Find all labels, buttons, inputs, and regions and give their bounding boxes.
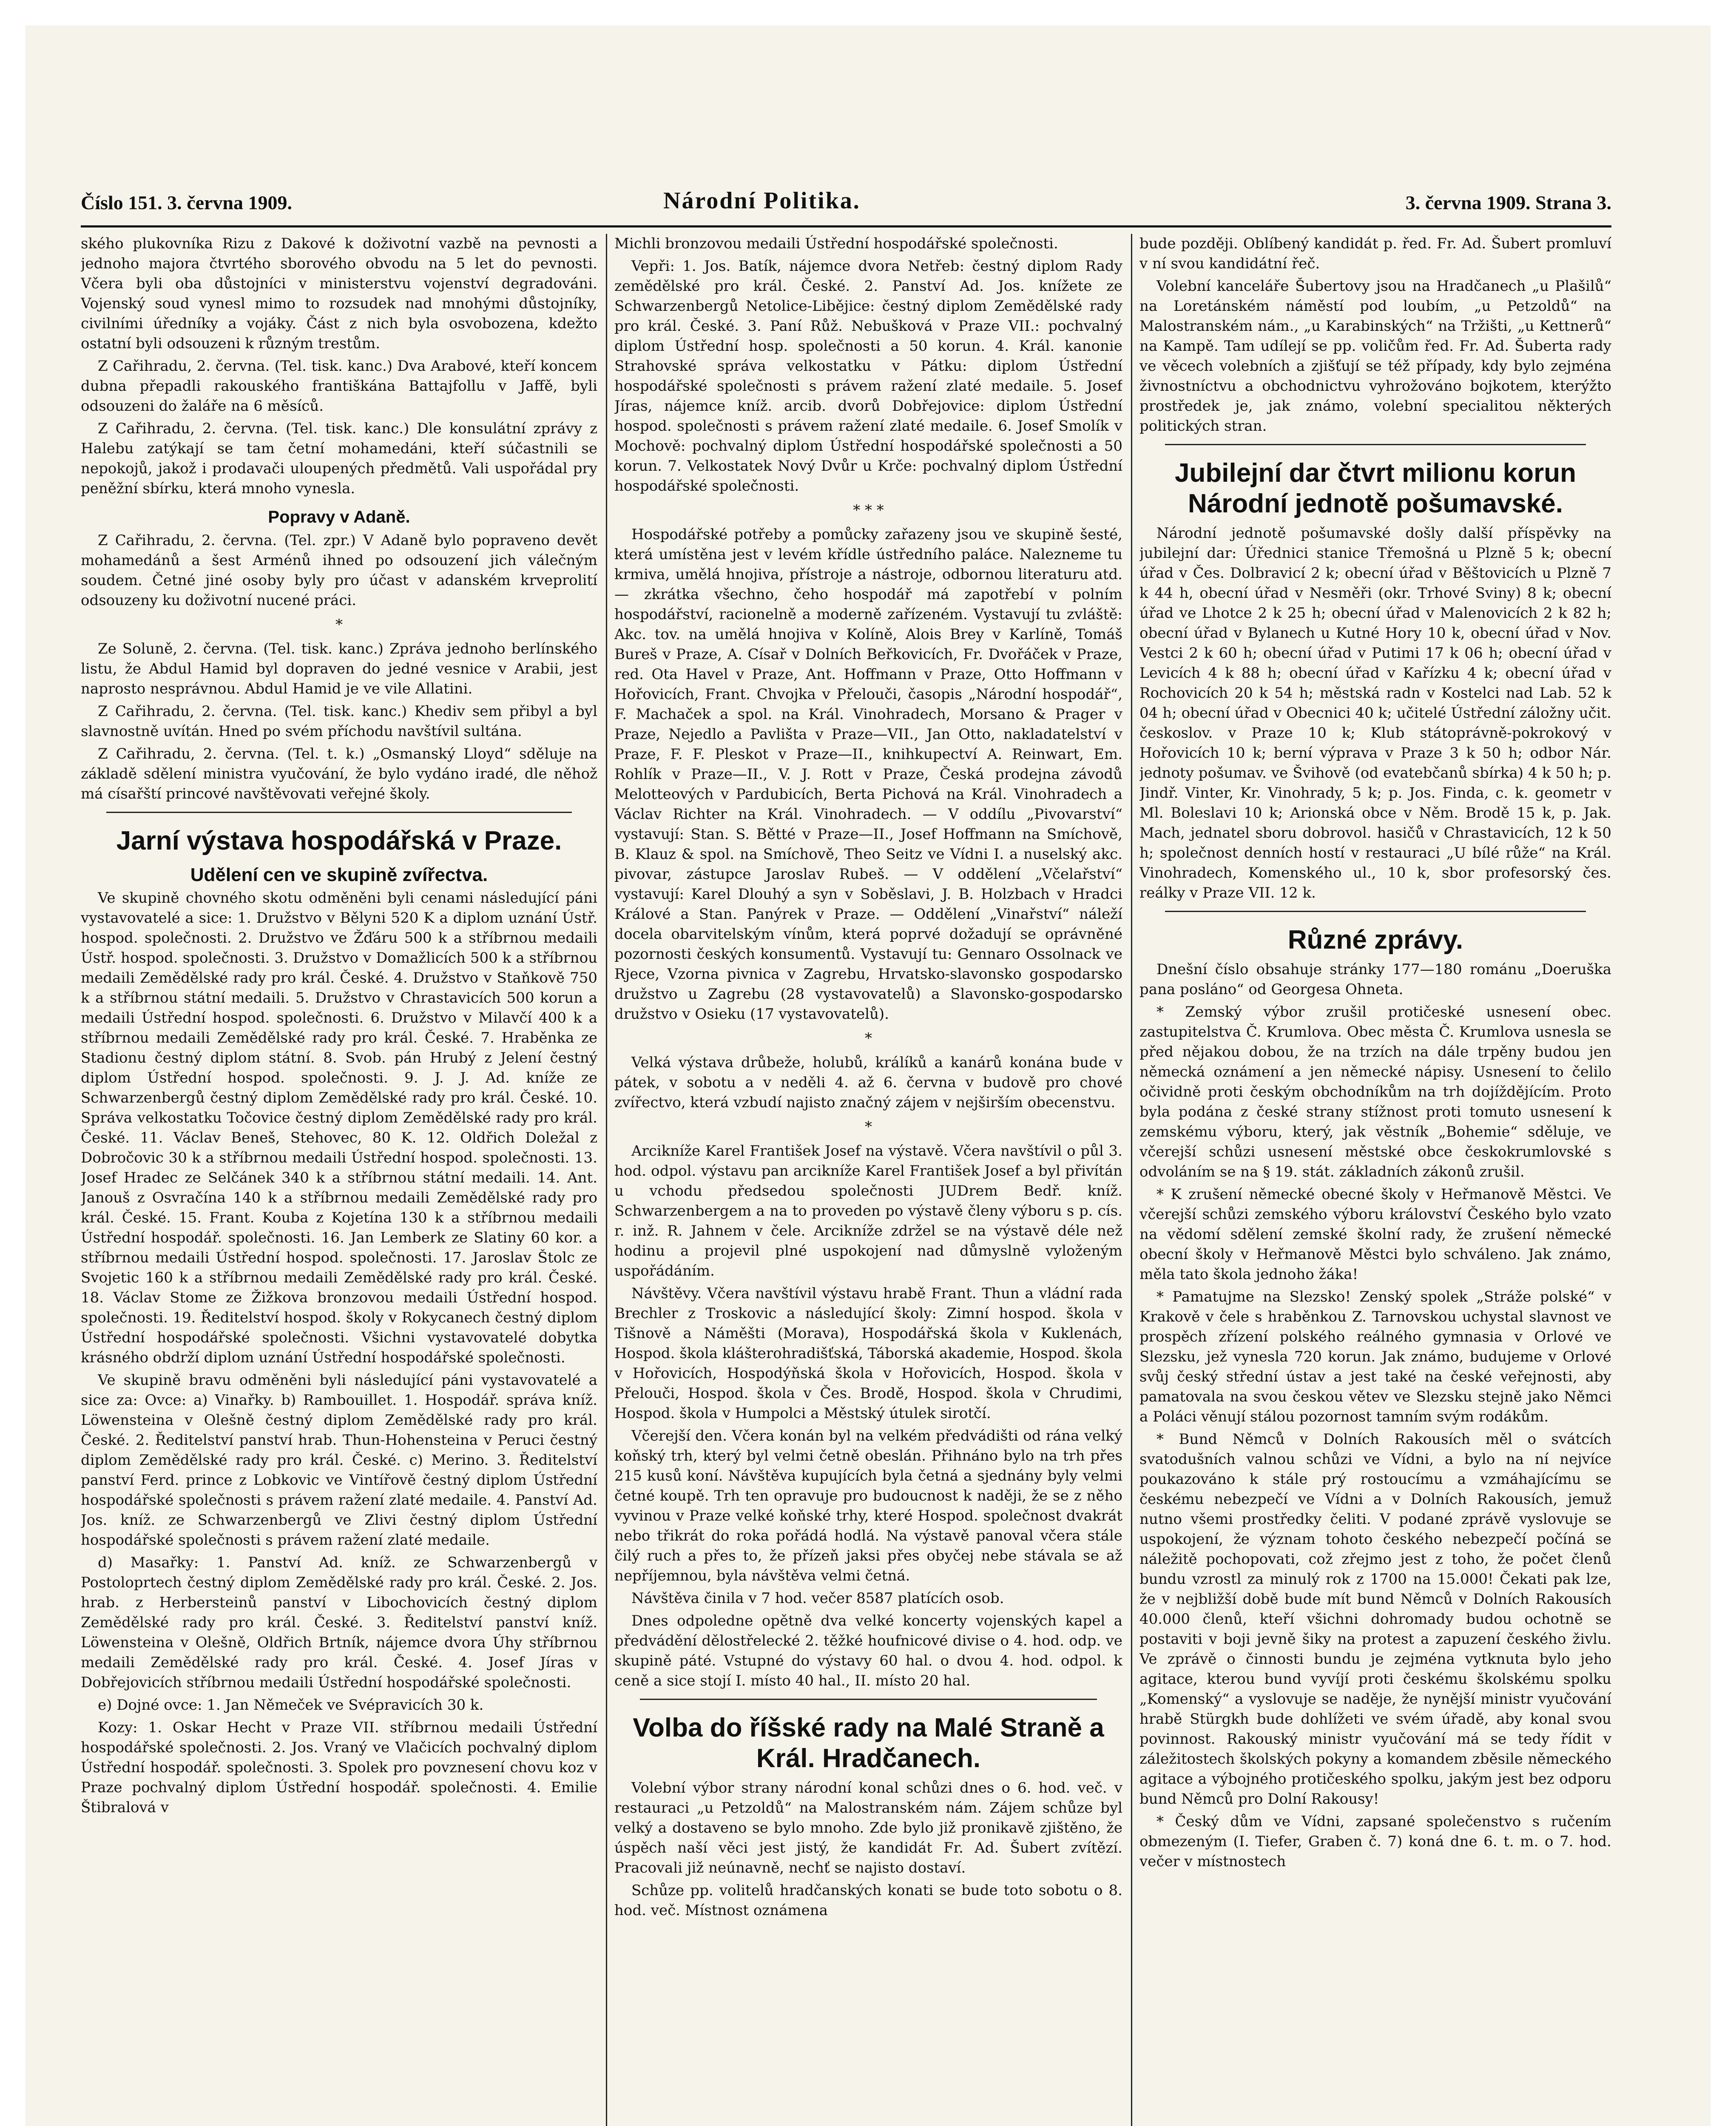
paragraph: * Zemský výbor zrušil protičeské usnesení obec. zastupitelstva Č. Krumlova. Obec města Č. Krumlova usnesla se před nějakou dobou, že na trzích na dále trpěny budou jen německá oznámení a jen německé nápisy. Usnesení to čelilo očividně proti českým obchodníkům na trh dojíždějícím. Proto byla podána z české strany stížnost proti tomuto usnesení k zemskému výboru, který, jak věstník „Bohemie“ sděluje, ve včerejší schůzi usnesení městské obce českokrumlovské s odvoláním se na § 19. stát. základních zákonů zrušil. xyxy=(1139,1003,1611,1180)
article-title: Jarní výstava hospodářská v Praze. xyxy=(116,826,562,856)
paragraph: Z Cařihradu, 2. června. (Tel. tisk. kanc.) Dle konsulátní zprávy z Halebu zatýkají se tam četní mohamedáni, kteří súčastnili se nepokojů, jakož i prodavači uloupených předmětů. Vali uspořádal pry peněžní sbírku, která mnoho vynesla. xyxy=(81,420,597,497)
paragraph: Volební výbor strany národní konal schůzi dnes o 6. hod. več. v restauraci „u Petzoldů“ na Malostranském nám. Zájem schůze byl velký a dostaveno se bylo mnoho. Zde bylo již pronikavě zjištěno, že úspěch naší věci jest jistý, že kandidát Fr. Ad. Šubert zvítězí. Pracovali již neúnavně, nechť se najisto dostaví. xyxy=(614,1779,1122,1876)
section-separator: * xyxy=(335,616,343,633)
page-number: 3. června 1909. Strana 3. xyxy=(1405,192,1611,213)
section-separator: * xyxy=(865,1118,872,1135)
column-2 xyxy=(614,234,1122,2126)
paragraph: * Český dům ve Vídni, zapsané společenstvo s ručením obmezeným (I. Tiefer, Graben č. 7) koná dne 6. t. m. o 7. hod. večer v místnostech xyxy=(1139,1813,1611,1870)
paragraph: Vepři: 1. Jos. Batík, nájemce dvora Netřeb: čestný diplom Rady zemědělské pro král. České. 2. Panství Ad. Jos. knížete ze Schwarzenbergů Netolice-Libějice: čestný diplom Zemědělské rady pro král. České. 3. Paní Růž. Nebušková v Praze VII.: pochvalný diplom Ústřední hosp. společnosti a 50 korun. 4. Král. kanonie Strahovské správa velkostatku v Pátku: diplom Ústřední hospodářské společnosti s právem ražení zlaté medaile. 5. Josef Jíras, nájemce kníž. arcib. dvorů Dobřejovice: diplom Ústřední hospod. společnosti s právem ražení zlaté medaile. 6. Josef Smolík v Mochově: pochvalný diplom Ústřední hospodářské společnosti a 50 korun. 7. Velkostatek Nový Dvůr u Krče: pochvalný diplom Ústřední hospodářské společnosti. xyxy=(614,258,1122,495)
paragraph: Ve skupině chovného skotu odměněni byli cenami následující páni vystavovatelé a sice: 1. Družstvo v Bělyni 520 K a diplom uznání Ústř. hospod. společnosti. 2. Družstvo ve Žďáru 500 k a stříbrnou medaili Ústř. hospod. společnosti. 3. Družstvo v Domažlicích 500 k a stříbrnou medaili Zemědělské rady pro král. České. 4. Družstvo v Staňkově 750 k a stříbrnou státní medaili. 5. Družstvo v Chrastavicích 500 korun a medaili Ústřední hospod. společnosti. 6. Družstvo v Milavčí 400 k a stříbrnou medaili Zemědělské rady pro král. České. 7. Hraběnka ze Stadionu čestný diplom státní. 8. Svob. pán Hrubý z Jelení čestný diplom Ústřední hospod. společnosti. 9. J. J. Ad. kníže ze Schwarzenbergů čestný diplom Zemědělské rady pro král. České. 10. Správa velkostatku Točovice čestný diplom Zemědělské rady pro král. České. 11. Václav Beneš, Stehovec, 80 K. 12. Oldřich Doležal z Dobročovic 30 k a stříbrnou medaili Ústřední hospod. společnosti. 13. Josef Hradec ze Selčánek 340 k a stříbrnou státní medaili. 14. Ant. Janouš z Osvračína 140 k a stříbrnou medaili Zemědělské rady pro král. České. 15. Frant. Kouba z Kojetína 130 k a stříbrnou medaili Ústřední hospodář. společnosti. 16. Jan Lemberk ze Slatiny 60 kor. a stříbrnou medaili Ústřední hospod. společnosti. 17. Jaroslav Štolc ze Svojetic 160 k a stříbrnou medaili Zemědělské rady pro král. České. 18. Václav Stome ze Žižkova bronzovou medaili Ústřední hospod. společnosti. 19. Ředitelství hospod. školy v Rokycanech čestný diplom Ústřední hospodářské společnosti. Všichni vystavovatelé dobytka krásného obdrží diplom uznání Ústřední hospodářské společnosti. xyxy=(81,890,597,1366)
paragraph: * K zrušení německé obecné školy v Heřmanově Městci. Ve včerejší schůzi zemského výboru království Českého bylo vzato na vědomí sdělení zemské školní rady, že zrušení německé obecní školy v Heřmanově Městci bylo schváleno. Jak známo, měla tato škola jednoho žáka! xyxy=(1139,1186,1611,1283)
paragraph: ského plukovníka Rizu z Dakové k doživotní vazbě na pevnosti a jednoho majora čtvrtého sborového obvodu na 5 let do pevnosti. Včera byli oba důstojníci v ministerstvu vojenství degradováni. Vojenský soud vynesl mimo to rozsudek nad mnohými důstojníky, civilními úředníky a vojáky. Část z nich byla osvobozena, kdežto ostatní byli odsouzeni k různým trestům. xyxy=(81,235,597,352)
article-title: Různé zprávy. xyxy=(1287,925,1463,955)
paragraph: Arcikníže Karel František Josef na výstavě. Včera navštívil o půl 3. hod. odpol. výstavu pan arcikníže Karel František Josef a byl přivítán u vchodu předsedou společnosti JUDrem Bedř. kníž. Schwarzenbergem a na to proveden po výstavě členy výboru s p. cís. r. inž. R. Jahnem v čele. Arcikníže zdržel se na výstavě déle než hodinu a projevil plné uspokojení nad důmyslně vyloženým uspořádáním. xyxy=(614,1143,1122,1279)
issue-number: Číslo 151. 3. června 1909. xyxy=(81,192,293,213)
article-title: Volba do říšské rady na Malé Straně a Král. Hradčanech. xyxy=(633,1713,1104,1773)
column-1 xyxy=(81,234,597,2126)
paragraph: Návštěva činila v 7 hod. večer 8587 platících osob. xyxy=(631,1590,1004,1607)
paragraph: * Pamatujme na Slezsko! Zenský spolek „Stráže polské“ v Krakově v čele s hraběnkou Z. Tarnovskou uchystal slavnost ve prospěch zřízení polského reálného gymnasia v Orlové ve Slezsku, jež vynesla 720 korun. Jak známo, budujeme v Orlové svůj český střední ústav a jest také na české veřejnosti, aby pamatovala na svou českou větev ve Slezsku stejně jako Němci a Poláci věnují stálou pozornost tamním svým rodákům. xyxy=(1139,1288,1611,1425)
paragraph: bude později. Oblíbený kandidát p. řed. Fr. Ad. Šubert promluví v ní svou kandidátní řeč. xyxy=(1139,235,1611,272)
paragraph: Ze Soluně, 2. června. (Tel. tisk. kanc.) Zpráva jednoho berlínského listu, že Abdul Hamid byl dopraven do jedné vesnice v Arabii, jest naprosto nesprávnou. Abdul Hamid je ve vile Allatini. xyxy=(81,640,597,697)
paragraph: Hospodářské potřeby a pomůcky zařazeny jsou ve skupině šesté, která umístěna jest v levém křídle ústředního paláce. Nalezneme tu krmiva, umělá hnojiva, přístroje a nástroje, odbornou literaturu atd. — zkrátka všechno, čeho hospodář má zapotřebí v polním hospodářství, racionelně a moderně zařízeném. Vystavují tu zvláště: Akc. tov. na umělá hnojiva v Kolíně, Alois Brey v Karlíně, Tomáš Bureš v Praze, A. Císař v Dolních Beřkovicích, Fr. Dvořáček v Praze, red. Ota Havel v Praze, Ant. Hoffmann v Praze, Otto Hoffmann v Hořovicích, Frant. Chvojka v Přelouči, časopis „Národní hospodář“, F. Machaček a spol. na Král. Vinohradech, Morsano & Prager v Praze, Nejedlo a Pavlišta v Praze—VII., Jan Otto, nakladatelství v Praze, F. F. Pleskot v Praze—II., knihkupectví A. Reinwart, Em. Rohlík v Praze—II., V. J. Rott v Praze, Česká prodejna závodů Melotteových v Pardubicích, Berta Pichová na Král. Vinohradech a Václav Richter na Král. Vinohradech. — V oddílu „Pivovarství“ vystavují: Stan. S. Bětté v Praze—II., Josef Hoffmann na Smíchově, B. Klauz & spol. na Smíchově, Theo Seitz ve Vídni I. a nuselský akc. pivovar, zástupce Jaroslav Rubeš. — V oddělení „Včelařství“ vystavují: Karel Dlouhý a syn v Soběslavi, J. B. Holzbach v Hradci Králové a Stan. Panýrek v Praze. — Oddělení „Vinařství“ náleží docela obarvitelským vínům, která poprvé dožadují se oprávněné pozornosti českých konsumentů. Vystavují tu: Gennaro Ossolnack ve Rjece, Vzorna pivnica v Zagrebu, Hrvatsko-slavonsko gospodarsko družstvo u Zagrebu (28 vystavovatelů) a Slavonsko-gospodarsko družstvo v Osieku (17 vystavovatelů). xyxy=(614,526,1122,1023)
article-subtitle: Udělení cen ve skupině zvířectva. xyxy=(190,864,488,885)
paragraph: d) Masařky: 1. Panství Ad. kníž. ze Schwarzenbergů v Postoloprtech čestný diplom Zemědělské rady pro král. České. 2. Jos. hrab. z Herbersteinů panství v Libochovicích čestný diplom Zemědělské rady pro král. České. 3. Ředitelství panství kníž. Löwensteina v Olešně, Oldřich Brtník, nájemce dvora Úhy stříbrnou medaili Zemědělské rady pro král. České. 4. Josef Jíras v Dobřejovicích stříbrnou medaili Ústřední hospodářské společnosti. xyxy=(81,1554,597,1691)
column-3 xyxy=(1139,234,1611,2126)
column-divider xyxy=(1131,234,1132,2126)
paragraph: Kozy: 1. Oskar Hecht v Praze VII. stříbrnou medaili Ústřední hospodářské společnosti. 2. Jos. Vraný ve Vlačicích pochvalný diplom Ústřední hospodář. společnosti. 3. Spolek pro povznesení chovu koz v Praze pochvalný diplom Ústřední hospodář. společnosti. 4. Emilie Štibralová v xyxy=(81,1719,597,1816)
header-rule xyxy=(81,225,1611,227)
paragraph: Z Cařihradu, 2. června. (Tel. zpr.) V Adaně bylo popraveno devět mohamedánů a šest Arménů ihned po odsouzení jich válečným soudem. Četné jiné osoby byly pro účast v adanském krveprolití odsouzeny ku doživotní nucené práci. xyxy=(81,532,597,609)
paragraph: Z Cařihradu, 2. června. (Tel. t. k.) „Osmanský Lloyd“ sděluje na základě sdělení ministra vyučování, že bylo vydáno iradé, dle něhož má císařští princové navštěvovati veřejné školy. xyxy=(81,745,597,802)
column-divider xyxy=(606,234,607,2126)
article-heading: Popravy v Adaně. xyxy=(268,508,410,526)
paragraph: Volební kanceláře Šubertovy jsou na Hradčanech „u Plašilů“ na Loretánském náměstí pod loubím, „u Petzoldů“ na Malostranském nám., „u Karabinských“ na Tržišti, „u Kettnerů“ na Kampě. Tam udílejí se pp. voličům řed. Fr. Ad. Šuberta rady ve věcech volebních a zjišťují se též případy, kdy bylo zejména živnostníctvu a obchodnictvu vyhrožováno bojkotem, kterýžto prostředek je, jak známo, volební specialitou některých politických stran. xyxy=(1139,278,1611,435)
paragraph: Dnes odpoledne opětně dva velké koncerty vojenských kapel a předvádění dělostřelecké 2. těžké houfnicové divise o 4. hod. odp. ve skupině páté. Vstupné do výstavy 60 hal. o dvou 4. hod. odpol. k ceně a sice stojí I. místo 40 hal., II. místo 20 hal. xyxy=(614,1612,1122,1689)
paragraph: Z Cařihradu, 2. června. (Tel. tisk. kanc.) Dva Arabové, kteří koncem dubna přepadli rakouského františkána Battajfollu v Jaffě, byli odsouzeni do žaláře na 6 měsíců. xyxy=(81,358,597,415)
paragraph: Michli bronzovou medaili Ústřední hospodářské společnosti. xyxy=(614,235,1058,252)
paragraph: e) Dojné ovce: 1. Jan Němeček ve Svépravicích 30 k. xyxy=(98,1697,484,1714)
paragraph: Velká výstava drůbeže, holubů, králíků a kanárů konána bude v pátek, v sobotu a v neděli 4. až 6. června v budově pro chové zvířectvo, která vzbudí najisto značný zájem v nejširším obecenstvu. xyxy=(614,1054,1122,1111)
section-separator: * xyxy=(865,1030,872,1047)
paragraph: Včerejší den. Včera konán byl na velkém předvádišti od rána velký koňský trh, který byl velmi četně obeslán. Přihnáno bylo na trh přes 215 kusů koní. Návštěva kupujících byla četná a sjednány byly velmi četné koupě. Trh ten opravuje pro budoucnost k naději, že se z něho vyvinou v Praze velké koňské trhy, které Hospod. společnost dvakrát nebo třikrát do roka pořádá hodlá. Na výstavě panoval včera stále čilý ruch a přes to, že přízeň jaksi přes obyčej nebe stávala se až nepříjemnou, byla návštěva velmi četná. xyxy=(614,1427,1122,1584)
section-rule xyxy=(1165,444,1586,445)
article-title: Jubilejní dar čtvrt milionu korun Národní jednotě pošumavské. xyxy=(1175,458,1576,518)
paragraph: Národní jednotě pošumavské došly další příspěvky na jubilejní dar: Úřednici stanice Třemošná u Plzně 5 k; obecní úřad v Čes. Dolbravicí 2 k; obecní úřad v Běštovicích u Plzně 7 k 44 h, obecní úřad v Nesměři (okr. Trhové Sviny) 8 k; obecní úřad ve Lhotce 2 k 25 h; obecní úřad v Malenovicích 2 k 82 h; obecní úřad v Bylanech u Kutné Hory 10 k, obecní úřad v Nov. Vestci 2 k 60 h; obecní úřad v Putimi 17 k 06 h; obecní úřad v Levicích 4 k 88 h; obecní úřad v Kařízku 4 k; obecní úřad v Rochovicích 20 k 54 h; městská radn v Kostelci nad Lab. 52 k 04 h; obecní úřad v Obecnici 40 k; učitelé Ústřední záložny učit. českoslov. v Praze 10 k; Klub státoprávně-pokrokový v Hořovicích 10 k; berní výprava v Praze 3 k 50 h; odbor Nár. jednoty pošumav. ve Švihově (od evatebčanů sbírka) 4 k 50 h; p. Jindř. Vinter, Kr. Vinohrady, 5 k; p. Jos. Finda, c. k. geometr v Ml. Boleslavi 10 k; Arionská obce v Něm. Brodě 15 k, p. Jak. Mach, jednatel sboru dobrovol. hasičů v Chrastavicích, 12 k 50 h; společnost denních hostí v restauraci „U bílé růže“ na Král. Vinohradech, Komenského ul., 10 k, sbor profesorský čes. reálky v Praze VII. 12 k. xyxy=(1139,525,1611,901)
section-separator: * * * xyxy=(853,502,884,519)
paragraph: * Bund Němců v Dolních Rakousích měl o svátcích svatodušních valnou schůzi ve Vídni, a bylo na ní nejvíce poukazováno k stále prý rostoucímu a vzmáhajícímu se českému nebezpečí ve Vídni a v Dolních Rakousích, jemuž nutno všemi prostředky čeliti. V podané zprávě vyslovuje se uspokojení, že význam tohoto českého nebezpečí počíná se náležitě pochopovati, což zřejmo jest z toho, že počet členů bundu vzrostl za minulý rok z 1700 na 15.000! Čekati pak lze, že v nejbližší době bude mít bund Němců v Dolních Rakousích 40.000 členů, kteří všichni dohromady budou ochotně se postaviti v boji jevně šiky na protest a zapuzení českého živlu. Ve zprávě o činnosti bundu je zejména vytknuta bylo jeho agitace, kterou bund vyvíjí proti českému školskému spolku „Komenský“ a vyslovuje se naděje, že nynější ministr vyučování hrabě Stürgkh bude dohlížeti ve svém úřadě, aby konal svou povinnost. Rakouský ministr vyučování má se tedy řídit v záležitostech školských pokyny a komandem zběsile německého agitace a výbojného protičeského spolku, jakým jest bez odporu bund Němců pro Dolní Rakousy! xyxy=(1139,1431,1611,1808)
paragraph: Z Cařihradu, 2. června. (Tel. tisk. kanc.) Khediv sem přibyl a byl slavnostně uvítán. Hned po svém příchodu navštívil sultána. xyxy=(81,703,597,740)
masthead: Národní Politika. xyxy=(663,188,861,214)
section-rule xyxy=(640,1699,1097,1700)
paragraph: Dnešní číslo obsahuje stránky 177—180 románu „Doeruška pana posláno“ od Georgesa Ohneta. xyxy=(1139,961,1611,998)
paragraph: Ve skupině bravu odměněni byli následující páni vystavovatelé a sice za: Ovce: a) Vinařky. b) Rambouillet. 1. Hospodář. správa kníž. Löwensteina v Olešně čestný diplom Zemědělské rady pro král. České. 2. Ředitelství panství hrab. Thun-Hohensteina v Peruci čestný diplom Zemědělské rady pro král. České. c) Merino. 3. Ředitelství panství Ferd. prince z Lobkovic ve Vintířově čestný diplom Ústřední hospodářské společnosti s právem ražení zlaté medaile. 4. Panství Ad. Jos. kníž. ze Schwarzenbergů ve Zlivi čestný diplom Ústřední hospodářské společnosti s právem ražení zlaté medaile. xyxy=(81,1372,597,1549)
section-rule xyxy=(106,812,572,813)
section-rule xyxy=(1165,911,1586,912)
paragraph: Schůze pp. volitelů hradčanských konati se bude toto sobotu o 8. hod. več. Místnost oznámena xyxy=(614,1882,1122,1919)
newspaper-page xyxy=(26,26,1710,2126)
paragraph: Návštěvy. Včera navštívil výstavu hrabě Frant. Thun a vládní rada Brechler z Troskovic a následující školy: Zimní hospod. škola v Tišnově a Náměšti (Morava), Hospodářská škola v Kuklenách, Hospod. škola klášterohradišťská, Táborská akademie, Hospod. škola v Hořovicích, Hospodýňská škola v Hořovicích, Hospod. škola v Přelouči, Hospod. škola v Čes. Brodě, Hospod. škola v Chrudimi, Hospod. škola v Humpolci a Městský útulek sirotčí. xyxy=(614,1285,1122,1422)
page-header xyxy=(81,174,1611,225)
